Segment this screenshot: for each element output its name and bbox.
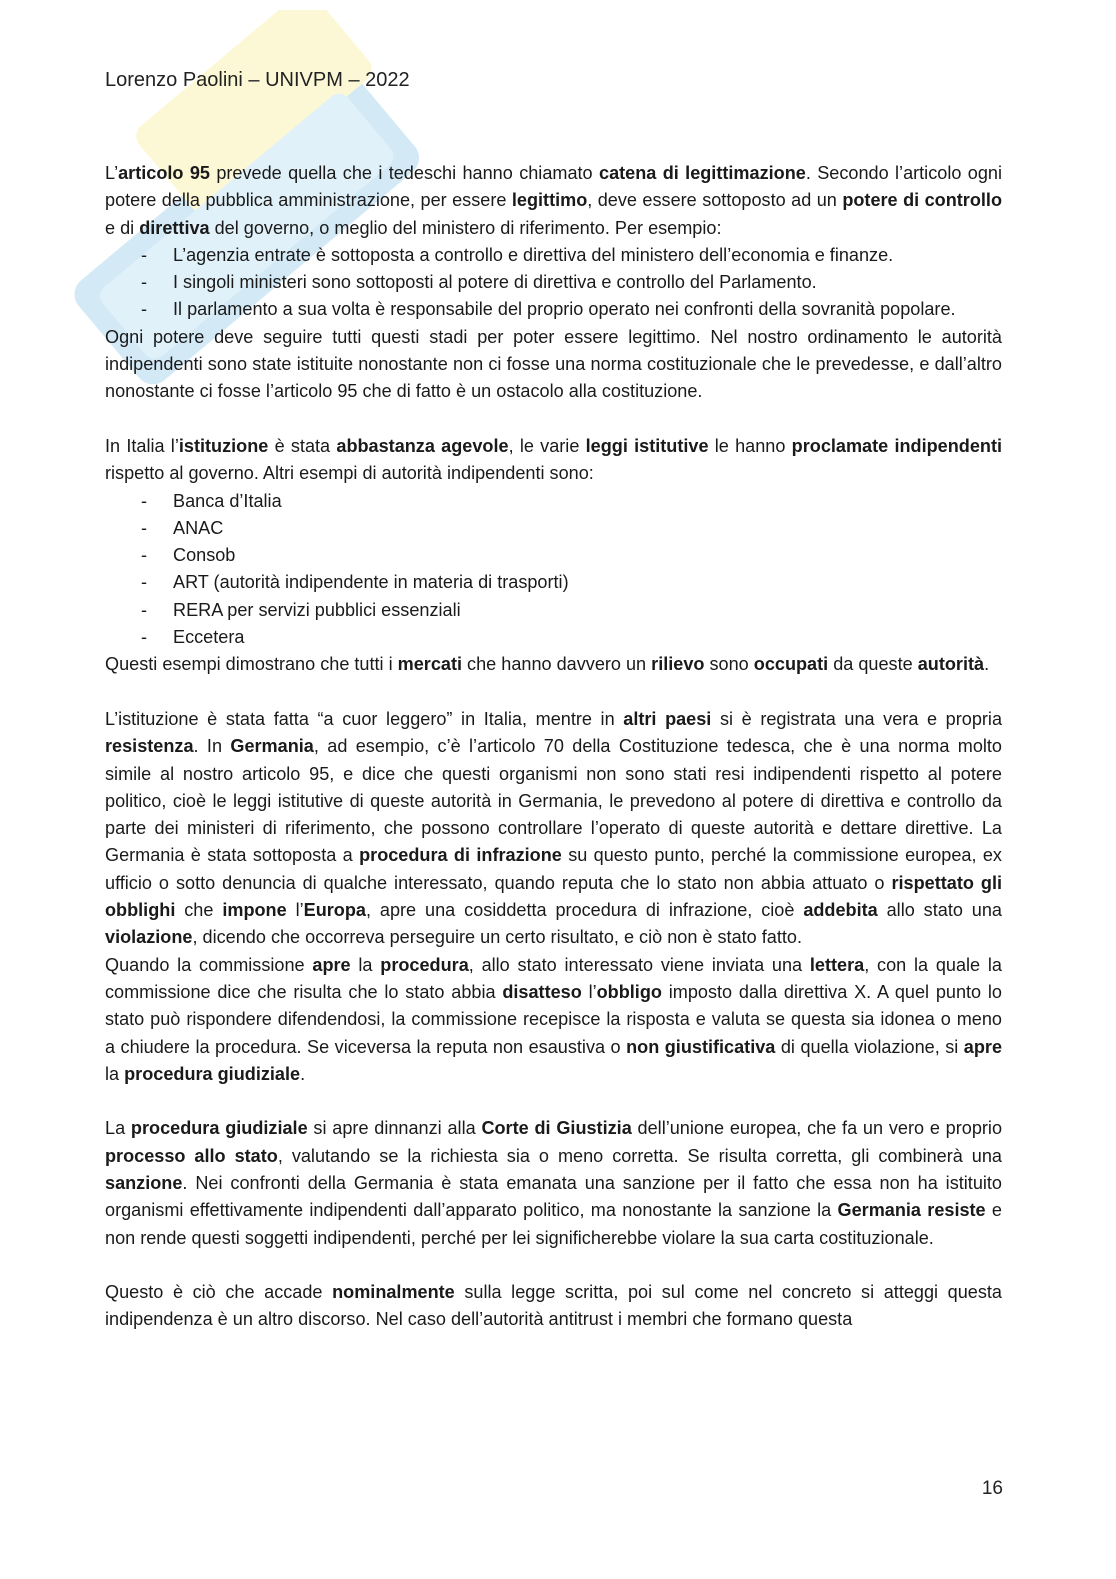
text-run: , le varie [508,435,586,456]
list-item-text: Consob [173,545,236,566]
bold-text: resistenza [105,736,194,757]
paragraph [105,952,1002,1088]
bullet-dash: - [141,272,148,293]
bold-text: abbastanza agevole [336,435,509,456]
bold-text: Germania [230,736,314,757]
bold-text: catena di legittimazione [599,163,806,183]
list-item-text: ART (autorità indipendente in materia di trasporti) [173,572,569,593]
bold-text: rispettato gli obblighi [105,872,1002,921]
paragraph [105,1115,1002,1251]
bold-text: sanzione [105,1172,183,1193]
bold-text: procedura [380,954,469,975]
bold-text: addebita [803,900,878,921]
list-item [105,569,1002,596]
text-run: allo stato una [877,900,1002,921]
bold-text: rilievo [651,654,705,675]
bold-text: direttiva [139,217,210,238]
text-run: si è registrata una vera e propria [711,708,1003,729]
bullet-list [105,242,1002,324]
text-run: su questo punto, perché la commissione europea, ex ufficio o sotto denuncia di qualche interessato, quando reputa che lo stato non abbia attuato o [105,845,1002,893]
text-run: . Secondo l’articolo ogni potere della pubblica amministrazione, per essere [105,163,1002,211]
bold-text: altri paesi [623,708,712,729]
text-run: rispetto al governo. Altri esempi di autorità indipendenti sono: [105,463,594,484]
text-run: , valutando se la richiesta sia o meno corretta. Se risulta corretta, gli combinerà una [277,1145,1002,1166]
text-run: . In [193,736,231,757]
bold-text: procedura giudiziale [130,1118,308,1139]
list-item-text: Il parlamento a sua volta è responsabile del proprio operato nei confronti della sovranità popolare. [173,299,956,320]
text-run: le hanno [708,435,792,456]
list-item-text: Eccetera [173,627,245,648]
text-run: , dicendo che occorreva perseguire un certo risultato, e ciò non è stato fatto. [192,927,802,948]
text-run: . Nei confronti della Germania è stata emanata una sanzione per il fatto che essa non ha istituito organismi effettivamente indipendenti dall’apparato politico, ma nonostante la sanzione la [105,1172,1002,1221]
list-item [105,296,1002,323]
list-item [105,597,1002,624]
bold-text: violazione [105,927,193,948]
list-item-text: RERA per servizi pubblici essenziali [173,599,461,620]
bold-text: procedura di infrazione [359,845,562,866]
text-run: dell’unione europea, che fa un vero e proprio [631,1118,1003,1139]
paragraph [105,324,1002,406]
bold-text: nominalmente [332,1282,455,1303]
bold-text: disatteso [502,981,582,1002]
bullet-dash: - [141,627,148,648]
text-run: Quando la commissione [105,954,313,975]
bold-text: lettera [809,954,865,975]
paragraph [105,433,1002,488]
text-run: Questo è ciò che accade [105,1282,333,1303]
list-item-text: Banca d’Italia [173,490,282,511]
text-run: , deve essere sottoposto ad un [587,190,843,211]
text-run: la [105,1063,125,1084]
bold-text: Europa [303,900,366,921]
list-item [105,488,1002,515]
text-run: e di [105,217,140,238]
bullet-dash: - [141,490,148,511]
bold-text: leggi istitutive [585,435,709,456]
text-run: , con la quale la commissione dice che risulta che lo stato abbia [105,954,1002,1002]
bold-text: apre [312,954,351,975]
list-item [105,624,1002,651]
bullet-dash: - [141,572,148,593]
text-run: imposto dalla direttiva X. A quel punto lo stato può rispondere difendendosi, la commissione recepisce la risposta e valuta se questa sia idonea o meno a chiudere la procedura. Se viceversa la reputa non esaustiva o [105,981,1002,1057]
list-item [105,242,1002,269]
bullet-dash: - [141,244,148,265]
text-run: che hanno davvero un [462,654,652,675]
text-run: L’istituzione è stata fatta “a cuor leggero” in Italia, mentre in [105,708,624,729]
text-run: , allo stato interessato viene inviata una [468,954,810,975]
list-item-text: L’agenzia entrate è sottoposta a controllo e direttiva del ministero dell’economia e finanze. [173,244,894,265]
bold-text: istituzione [178,435,269,456]
text-run: di quella violazione, si [775,1036,964,1057]
text-run: l’ [286,900,304,921]
bold-text: non giustificativa [626,1036,776,1057]
text-run: e non rende questi soggetti indipendenti, perché per lei significherebbe violare la sua carta costituzionale. [105,1200,1002,1248]
bullet-dash: - [141,517,148,538]
text-run: sono [704,654,754,675]
page-number: 16 [981,1478,1003,1499]
bullet-list [105,488,1002,652]
text-run: La [105,1118,131,1139]
list-item [105,515,1002,542]
text-run: sulla legge scritta, poi sul come nel concreto si atteggi questa indipendenza è un altro discorso. Nel caso dell’autorità antitrust i membri che formano questa [105,1282,1002,1330]
text-run: , ad esempio, c’è l’articolo 70 della Costituzione tedesca, che è una norma molto simile al nostro articolo 95, e dice che questi organismi non sono stati resi indipendenti rispetto al potere politico, cioè le leggi istitutive di queste autorità in Germania, le prevedono al potere di direttiva e controllo da parte dei ministeri di riferimento, che possono controllare l’operato di queste autorità e dettare direttive. La Germania è stata sottoposta a [105,736,1002,866]
paragraph [105,160,1002,242]
bold-text: Germania resiste [837,1200,986,1221]
text-run: L’ [105,163,119,183]
list-item-text: ANAC [173,517,224,538]
text-run: . [300,1063,306,1084]
document-body [105,160,1002,1334]
text-run: Ogni potere deve seguire tutti questi stadi per poter essere legittimo. Nel nostro ordinamento le autorità indipendenti sono state istituite nonostante non ci fosse una norma costituzionale che le prevedesse, e dall’altro nonostante ci fosse l’articolo 95 che di fatto è un ostacolo alla costituzione. [105,326,1002,402]
bold-text: mercati [397,654,463,675]
text-run: che [175,900,223,921]
paragraph [105,651,1002,678]
text-run: In Italia l’ [105,435,179,456]
bold-text: potere di controllo [842,190,1002,211]
text-run: da queste [828,654,918,675]
bold-text: autorità [917,654,985,675]
text-run: la [350,954,381,975]
bullet-dash: - [141,545,148,566]
bold-text: legittimo [511,190,588,211]
text-run: del governo, o meglio del ministero di riferimento. Per esempio: [209,217,722,238]
text-run: si apre dinnanzi alla [307,1118,482,1139]
paragraph [105,706,1002,952]
bold-text: articolo 95 [118,163,210,183]
text-run: , apre una cosiddetta procedura di infrazione, cioè [365,900,804,921]
text-run: . [984,654,990,675]
bullet-dash: - [141,599,148,620]
list-item-text: I singoli ministeri sono sottoposti al potere di direttiva e controllo del Parlamento. [173,272,817,293]
list-item [105,542,1002,569]
page-header: Lorenzo Paolini – UNIVPM – 2022 [105,69,410,91]
bold-text: obbligo [596,981,662,1002]
text-run: è stata [268,435,337,456]
text-run: Questi esempi dimostrano che tutti i [105,654,398,675]
bold-text: processo allo stato [105,1145,278,1166]
bold-text: procedura giudiziale [124,1063,301,1084]
bold-text: Corte di Giustizia [481,1118,632,1139]
bold-text: apre [963,1036,1003,1057]
text-run: prevede quella che i tedeschi hanno chiamato [209,163,599,183]
text-run: l’ [581,981,597,1002]
bullet-dash: - [141,299,148,320]
list-item [105,269,1002,296]
bold-text: occupati [753,654,829,675]
bold-text: proclamate indipendenti [791,435,1003,456]
paragraph [105,1279,1002,1334]
bold-text: impone [222,900,287,921]
